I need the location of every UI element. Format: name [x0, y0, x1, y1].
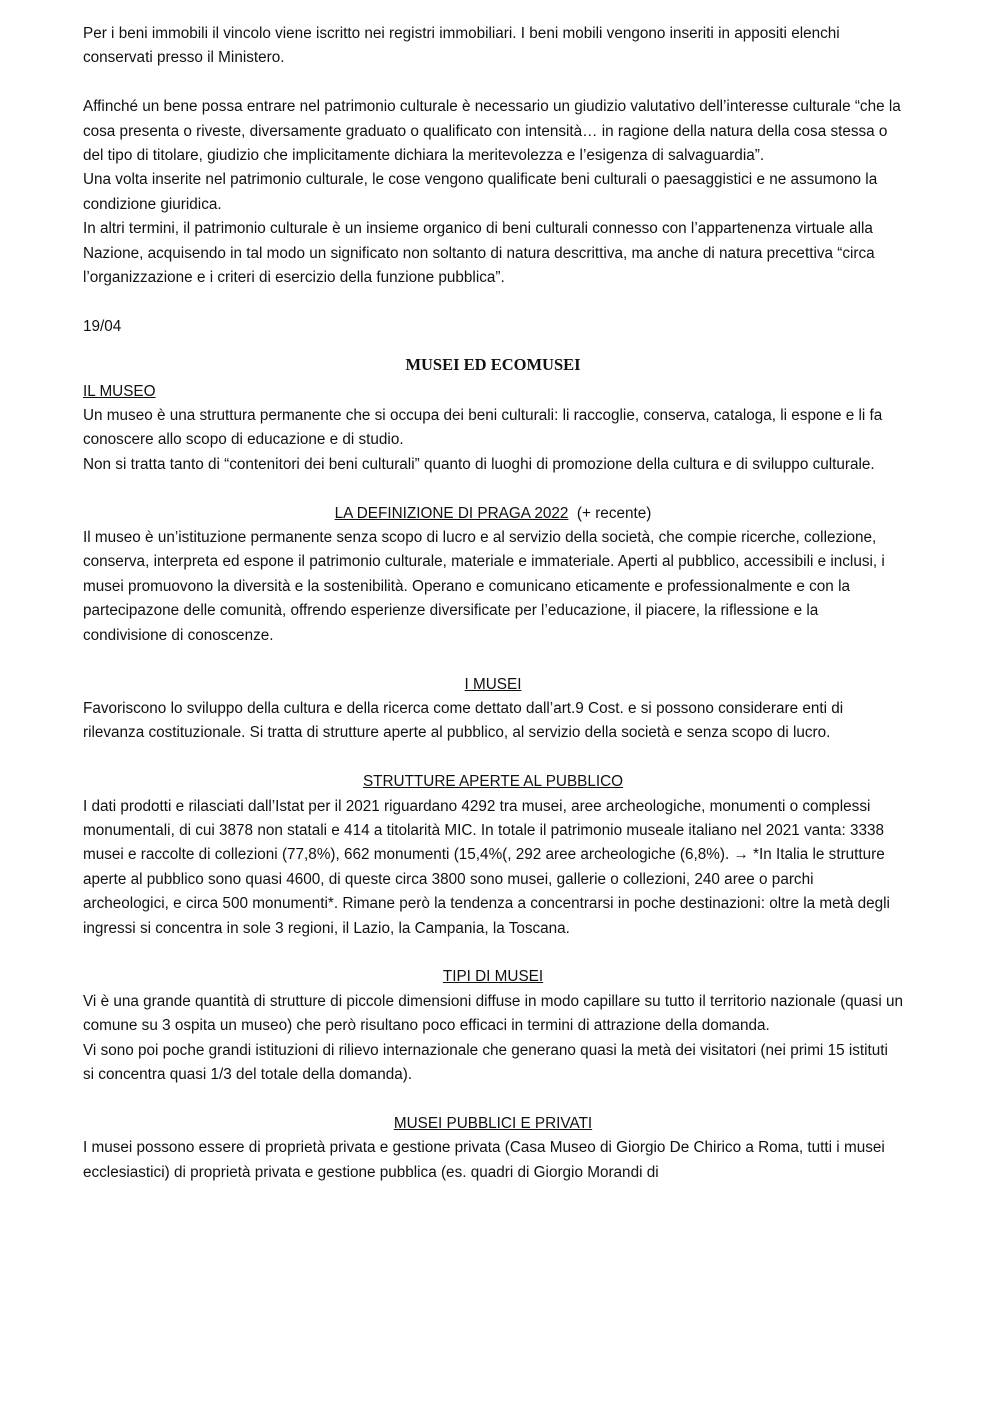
heading-pubblici-privati: MUSEI PUBBLICI E PRIVATI [393, 1114, 593, 1132]
intro-paragraph-4: In altri termini, il patrimonio culturale è un insieme organico di beni culturali connesso con l’appartenenza virtuale alla Nazione, acquisendo in tal modo un significato non soltanto di natura descrittiva, ma anche di natura precettiva “circa l’organizzazione e i criteri di esercizio della funzione pubblica”. [83, 220, 875, 287]
tipi-paragraph-2: Vi sono poi poche grandi istituzioni di rilievo internazionale che generano quasi la metà dei visitatori (nei primi 15 istituti si concentra quasi 1/3 del totale della domanda). [83, 1041, 888, 1083]
heading-tipi-row [83, 965, 903, 989]
document-page [83, 22, 903, 1185]
intro-paragraph-2: Affinché un bene possa entrare nel patrimonio culturale è necessario un giudizio valutativo dell’interesse culturale “che la cosa presenta o riveste, diversamente graduato o qualificato con intensità… in ragione della natura della cosa stessa o del tipo di titolare, giudizio che implicitamente dichiara la meritevolezza e l’esigenza di salvaguardia”. [83, 98, 901, 165]
intro-paragraph-3: Una volta inserite nel patrimonio culturale, le cose vengono qualificate beni culturali o paesaggistici e ne assumono la condizione giuridica. [83, 171, 878, 213]
il-museo-paragraph-2: Non si tratta tanto di “contenitori dei beni culturali” quanto di luoghi di promozione della cultura e di sviluppo culturale. [83, 455, 875, 473]
heading-praga: LA DEFINIZIONE DI PRAGA 2022 [334, 504, 569, 522]
heading-tipi: TIPI DI MUSEI [442, 968, 544, 986]
heading-i-musei: I MUSEI [464, 675, 522, 693]
heading-strutture-row [83, 770, 903, 794]
pubblici-privati-paragraph: I musei possono essere di proprietà privata e gestione privata (Casa Museo di Giorgio De Chirico a Roma, tutti i musei ecclesiastici) di proprietà privata e gestione pubblica (es. quadri di Giorgio Morandi di [83, 1139, 885, 1181]
i-musei-paragraph: Favoriscono lo sviluppo della cultura e della ricerca come dettato dall’art.9 Cost. e si possono considerare enti di rilevanza costituzionale. Si tratta di strutture aperte al pubblico, al servizio della società e senza scopo di lucro. [83, 699, 844, 742]
heading-pubblici-privati-row [83, 1112, 903, 1136]
intro-paragraph-1: Per i beni immobili il vincolo viene iscritto nei registri immobiliari. I beni mobili vengono inseriti in appositi elenchi conservati presso il Ministero. [83, 25, 840, 67]
il-museo-paragraph-1: Un museo è una struttura permanente che si occupa dei beni culturali: li raccoglie, conserva, cataloga, li espone e li fa conoscere allo scopo di educazione e di studio. [83, 407, 883, 449]
praga-paragraph: Il museo è un’istituzione permanente senza scopo di lucro e al servizio della società, che compie ricerche, collezione, conserva, interpreta ed espone il patrimonio culturale, materiale e immateriale. Aperti al pubblico, accessibili e inclusi, i musei promuovono la diversità e la sostenibilità. Operano e comunicano eticamente e professionalmente e con la partecipazone delle comunità, offrendo esperienze diversificate per l’educazione, il piacere, la riflessione e la condivisione di conoscenze. [83, 529, 885, 644]
tipi-paragraph-1: Vi è una grande quantità di strutture di piccole dimensioni diffuse in modo capillare su tutto il territorio nazionale (quasi un comune su 3 ospita un museo) che però risultano poco efficaci in termini di attrazione della domanda. [83, 992, 903, 1035]
strutture-paragraph: I dati prodotti e rilasciati dall’Istat per il 2021 riguardano 4292 tra musei, aree archeologiche, monumenti o complessi monumentali, di cui 3878 non statali e 414 a titolarità MIC. In totale il patrimonio museale italiano nel 2021 vanta: 3338 musei e raccolte di collezioni (77,8%), 662 monumenti (15,4%(, 292 aree archeologiche (6,8%). → *In Italia le strutture aperte al pubblico sono quasi 4600, di queste circa 3800 sono musei, gallerie o collezioni, 240 aree o parchi archeologici, e circa 500 monumenti*. Rimane però la tendenza a concentrarsi in poche destinazioni: oltre la metà degli ingressi si concentra in sole 3 regioni, il Lazio, la Campania, la Toscana. [83, 797, 890, 937]
date-label: 19/04 [83, 317, 122, 335]
heading-praga-note: (+ recente) [568, 504, 652, 522]
document-title: MUSEI ED ECOMUSEI [405, 355, 581, 375]
heading-i-musei-row [83, 673, 903, 697]
heading-il-museo: IL MUSEO [83, 382, 156, 400]
heading-praga-row [83, 502, 903, 526]
heading-strutture: STRUTTURE APERTE AL PUBBLICO [362, 773, 624, 791]
